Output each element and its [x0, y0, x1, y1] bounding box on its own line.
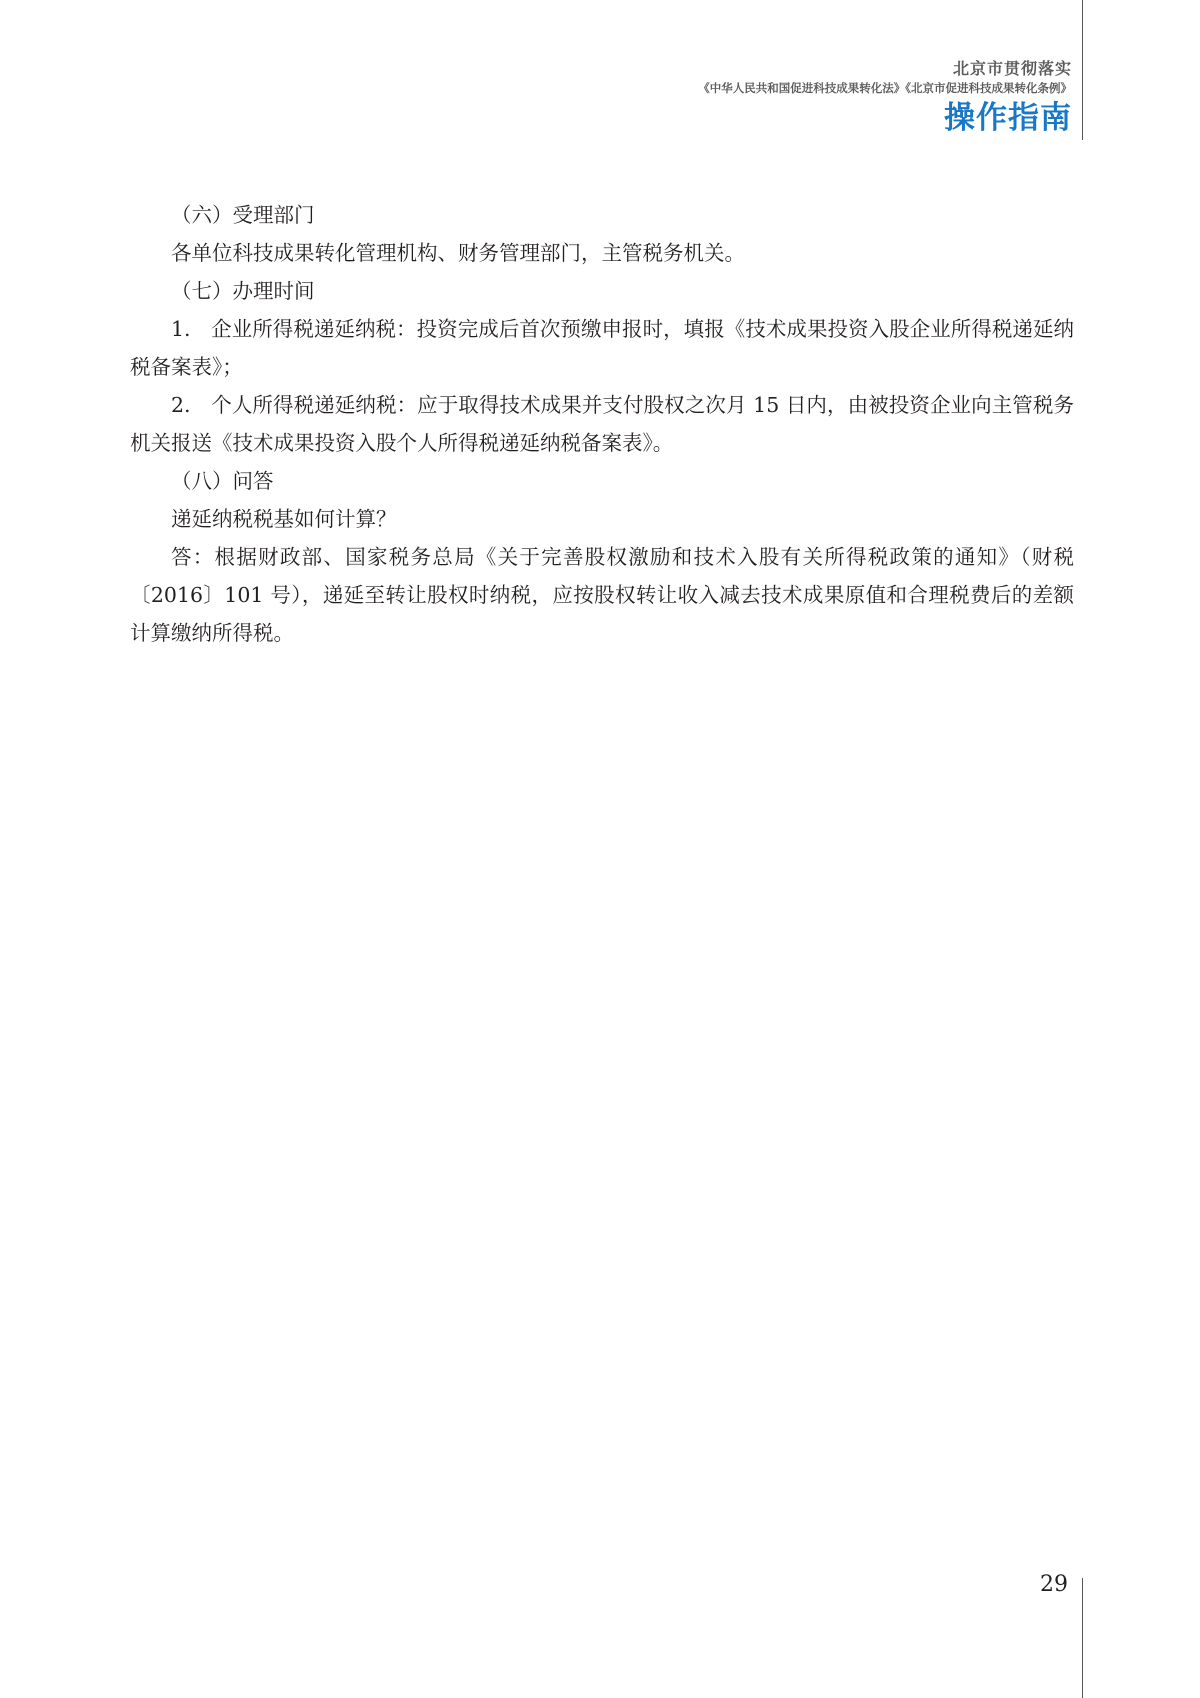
section-heading-8: （八）问答 [171, 469, 274, 493]
page-number: 29 [1040, 1572, 1068, 1597]
list-item: 1. 企业所得税递延纳税：投资完成后首次预缴申报时，填报《技术成果投资入股企业所得税递延纳税备案表》； [130, 317, 1074, 379]
section-heading-6: （六）受理部门 [171, 203, 315, 227]
section-heading-7: （七）办理时间 [171, 279, 315, 303]
header-title-line2: 《中华人民共和国促进科技成果转化法》《北京市促进科技成果转化条例》 [698, 81, 1072, 95]
page-body [130, 196, 1074, 652]
header-title-main: 操作指南 [944, 100, 1072, 136]
paragraph: 各单位科技成果转化管理机构、财务管理部门，主管税务机关。 [171, 241, 745, 265]
footer-divider-line [1082, 1578, 1083, 1698]
running-header [698, 56, 1072, 138]
list-item: 2. 个人所得税递延纳税：应于取得技术成果并支付股权之次月 15 日内，由被投资企业向主管税务机关报送《技术成果投资入股个人所得税递延纳税备案表》。 [130, 393, 1074, 455]
answer: 答：根据财政部、国家税务总局《关于完善股权激励和技术入股有关所得税政策的通知》（财税〔2016〕101 号），递延至转让股权时纳税，应按股权转让收入减去技术成果原值和合理税费后的差额计算缴纳所得税。 [130, 545, 1074, 645]
header-divider-line [1082, 0, 1083, 140]
question: 递延纳税税基如何计算？ [171, 507, 397, 531]
header-title-line1: 北京市贯彻落实 [952, 59, 1072, 78]
